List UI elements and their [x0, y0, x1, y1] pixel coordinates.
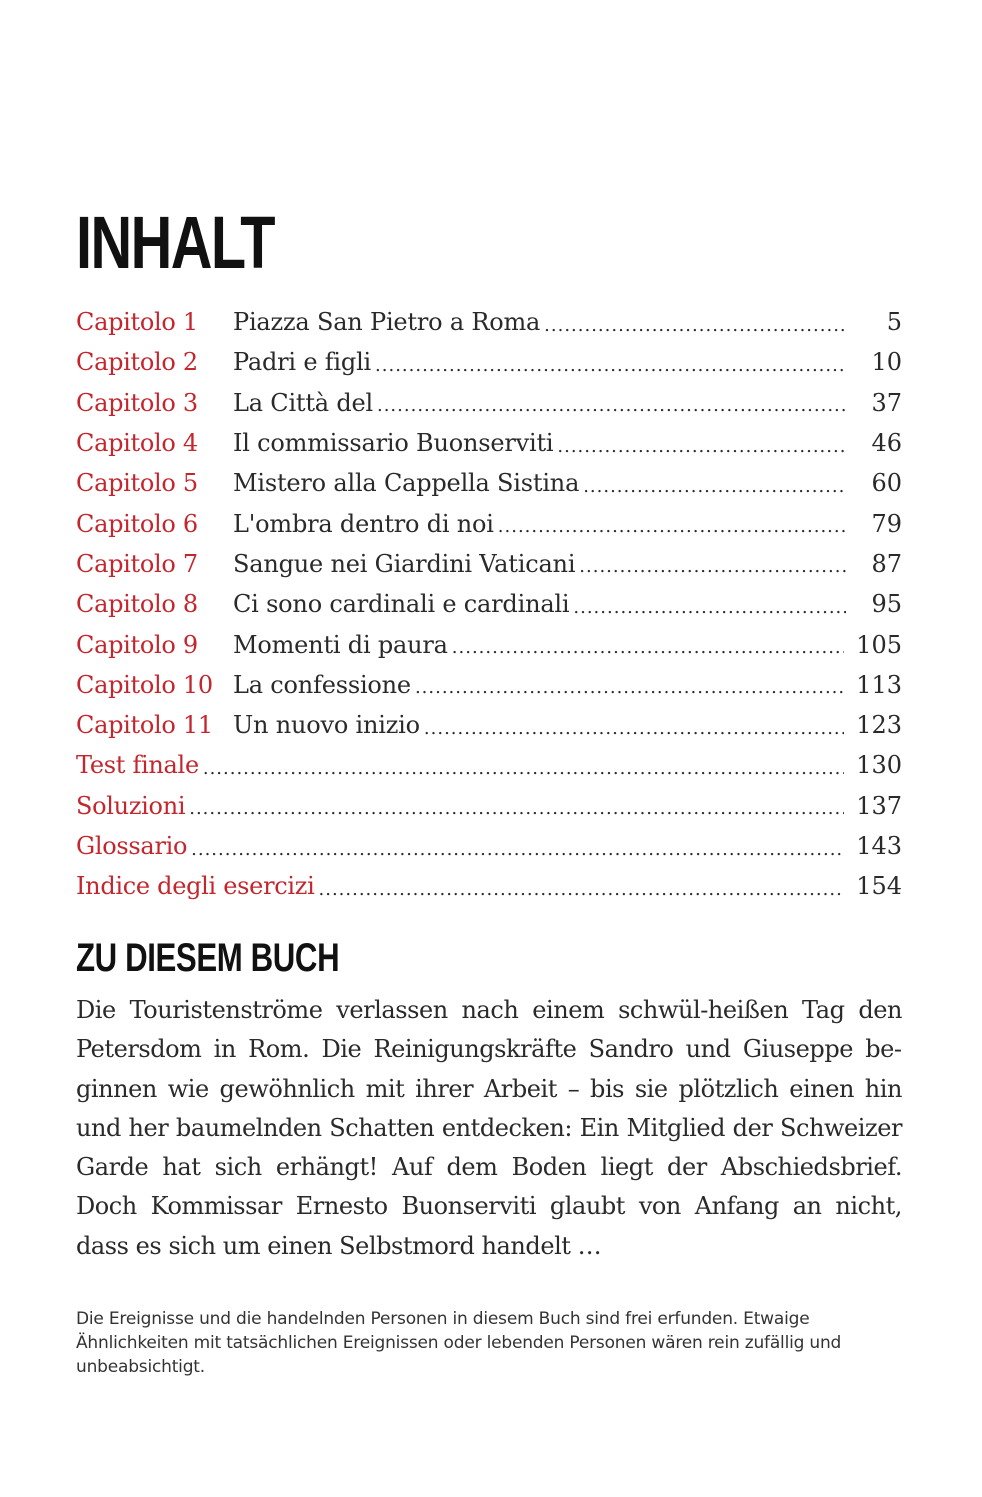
toc-chapter-label: Capitolo 3 [76, 388, 198, 417]
toc-section-label: Glossario [76, 832, 188, 860]
toc-leader-dots [452, 637, 844, 658]
toc-row [76, 866, 902, 906]
toc-row [76, 826, 902, 866]
toc-page-number: 87 [871, 549, 902, 578]
toc-page-number: 105 [856, 630, 902, 659]
toc-row [76, 383, 902, 423]
toc-leader-dots [583, 476, 846, 497]
table-of-contents [76, 302, 902, 906]
toc-page-number: 143 [856, 832, 902, 860]
toc-chapter-title: Mistero alla Cappella Sistina [233, 469, 580, 498]
toc-row [76, 584, 902, 624]
toc-section-label: Indice degli esercizi [76, 872, 315, 901]
toc-leader-dots [579, 556, 846, 577]
toc-leader-dots [319, 879, 845, 900]
toc-leader-dots [544, 315, 846, 336]
book-blurb: Die Touristenströme verlassen nach einem schwül-heißen Tag den Petersdom in Rom. Die Reinigungskräfte Sandro und Giuseppe beginnen wie gewöhnlich mit ihrer Arbeit – bis sie plötzlich einen hin und her baumelnden Schatten entdecken: Ein Mitglied der Schweizer Garde hat sich erhängt! Auf dem Boden liegt der Abschiedsbrief. Doch Kommissar Ernesto Buonserviti glaubt von Anfang an nicht, dass es sich um einen Selbstmord handelt … [76, 996, 902, 1260]
toc-page-number: 137 [856, 791, 902, 820]
toc-leader-dots [375, 355, 846, 376]
toc-leader-dots [415, 677, 844, 698]
toc-leader-dots [573, 597, 846, 618]
toc-section-label: Test finale [76, 751, 199, 780]
toc-chapter-label: Capitolo 9 [76, 630, 198, 659]
toc-page-number: 46 [871, 429, 902, 458]
toc-chapter-title: Piazza San Pietro a Roma [233, 308, 541, 337]
toc-row [76, 624, 902, 664]
toc-row [76, 705, 902, 745]
toc-row [76, 786, 902, 826]
toc-chapter-label: Capitolo 5 [76, 469, 198, 498]
toc-leader-dots [377, 395, 846, 416]
toc-section-label: Soluzioni [76, 791, 186, 820]
toc-chapter-title: Sangue nei Giardini Vaticani [233, 549, 576, 578]
about-heading: ZU DIESEM BUCH [76, 936, 340, 980]
toc-leader-dots [203, 758, 844, 779]
toc-chapter-title: Il commissario Buonserviti [233, 429, 554, 458]
toc-page-number: 123 [856, 711, 902, 740]
toc-chapter-label: Capitolo 4 [76, 429, 198, 458]
toc-chapter-label: Capitolo 8 [76, 590, 198, 619]
toc-chapter-label: Capitolo 1 [76, 308, 198, 337]
toc-chapter-label: Capitolo 11 [76, 711, 213, 740]
toc-row [76, 342, 902, 382]
toc-page-number: 130 [856, 751, 902, 780]
toc-page-number: 60 [871, 469, 902, 498]
toc-chapter-title: Un nuovo inizio [233, 711, 420, 740]
toc-page-number: 79 [871, 509, 902, 538]
toc-leader-dots [424, 718, 844, 739]
toc-row [76, 423, 902, 463]
toc-page-number: 10 [871, 348, 902, 377]
toc-chapter-label: Capitolo 6 [76, 509, 198, 538]
toc-page-number: 37 [871, 388, 902, 417]
toc-chapter-title: L'ombra dentro di noi [233, 509, 494, 538]
toc-row [76, 503, 902, 543]
toc-row [76, 745, 902, 785]
toc-leader-dots [557, 436, 846, 457]
book-page [76, 0, 902, 1497]
toc-leader-dots [191, 839, 844, 860]
toc-page-number: 154 [856, 872, 902, 901]
toc-leader-dots [189, 798, 844, 819]
toc-row [76, 544, 902, 584]
toc-heading: INHALT [76, 201, 274, 284]
toc-chapter-label: Capitolo 10 [76, 670, 213, 699]
toc-page-number: 113 [856, 670, 902, 699]
disclaimer-text: Die Ereignisse und die handelnden Personen in diesem Buch sind frei erfunden. Etwaige Ähnlichkeiten mit tatsächlichen Ereignissen oder lebenden Personen wären rein zufällig und unbeabsichtigt. [76, 1309, 842, 1377]
toc-chapter-title: Padri e figli [233, 348, 372, 377]
toc-page-number: 95 [871, 590, 902, 619]
toc-chapter-title: Momenti di paura [233, 630, 448, 659]
toc-leader-dots [498, 516, 846, 537]
toc-chapter-label: Capitolo 2 [76, 348, 198, 377]
toc-row [76, 463, 902, 503]
toc-page-number: 5 [886, 308, 902, 337]
toc-row [76, 302, 902, 342]
toc-chapter-label: Capitolo 7 [76, 549, 198, 578]
toc-chapter-title: La Città del [233, 388, 373, 417]
toc-chapter-title: Ci sono cardinali e cardinali [233, 590, 570, 619]
toc-row [76, 665, 902, 705]
toc-chapter-title: La confessione [233, 670, 411, 699]
